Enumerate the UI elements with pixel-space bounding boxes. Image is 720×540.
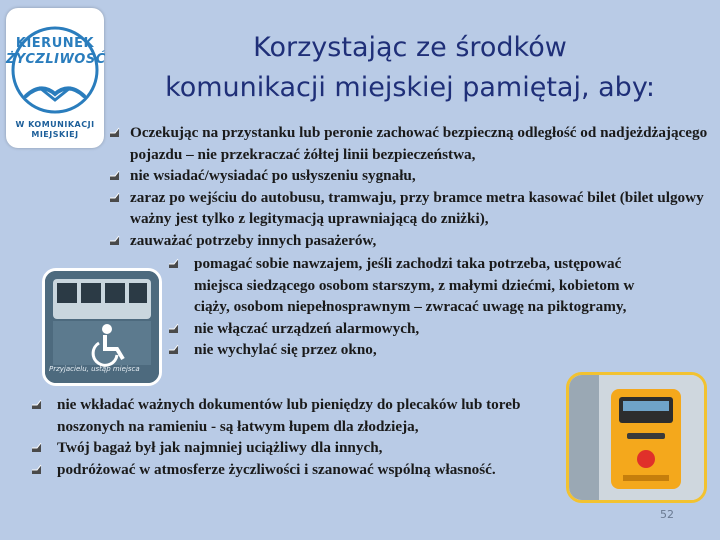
bullet-text: Twój bagaż był jak najmniej uciążliwy dla innych,: [57, 439, 383, 456]
main-bullet-list: [130, 122, 720, 251]
bullet-icon: [109, 235, 120, 246]
slide-title: [110, 28, 710, 108]
logo-line3: W KOMUNIKACJI: [15, 120, 95, 129]
bullet-text: pomagać sobie nawzajem, jeśli zachodzi taka potrzeba, ustępować miejsca siedzącego osobom starszym, z małymi dziećmi, kobietom w ciąży, osobom niepełnosprawnym – zwracać uwagę na piktogramy,: [194, 255, 635, 315]
logo-line2: ŻYCZLIWOŚĆ: [6, 52, 106, 67]
list-item: [194, 318, 654, 340]
list-item: [194, 253, 654, 318]
logo-line1: KIERUNEK: [15, 36, 95, 51]
bullet-icon: [109, 127, 120, 138]
bullet-icon: [168, 323, 179, 334]
bullet-text: nie włączać urządzeń alarmowych,: [194, 319, 420, 337]
list-item: [57, 437, 582, 459]
bullet-icon: [109, 192, 120, 203]
list-item: [130, 187, 720, 230]
validator-graphic: [569, 375, 704, 500]
list-item: [57, 459, 582, 481]
list-item: [130, 230, 720, 252]
list-item: [130, 122, 720, 165]
title-line1: Korzystając ze środków: [253, 32, 567, 63]
bullet-icon: [168, 344, 179, 355]
bullet-text: nie wkładać ważnych dokumentów lub pieniędzy do plecaków lub toreb noszonych na ramieniu - są łatwym łupem dla złodzieja,: [57, 396, 521, 435]
sign-caption: Przyjacielu, ustąp miejsca: [49, 365, 140, 373]
logo-line4: MIEJSKIEJ: [31, 130, 79, 139]
bullet-text: nie wychylać się przez okno,: [194, 341, 377, 358]
sub-bullet-list: [194, 253, 654, 361]
bullet-icon: [168, 258, 179, 269]
title-line2: komunikacji miejskiej pamiętaj, aby:: [165, 72, 655, 103]
kierunek-zyczliwosc-logo: [6, 8, 104, 148]
bullet-icon: [31, 442, 42, 453]
bullet-text: zaraz po wejściu do autobusu, tramwaju, przy bramce metra kasować bilet (bilet ulgowy ważny jest tylko z legitymacją uprawniającą do zniżki),: [130, 188, 704, 227]
bullet-icon: [109, 170, 120, 181]
list-item: [194, 339, 654, 361]
page-number: 52: [660, 508, 674, 521]
bottom-bullet-list: [57, 394, 582, 480]
bullet-icon: [31, 464, 42, 475]
list-item: [57, 394, 582, 437]
bullet-text: zauważać potrzeby innych pasażerów,: [130, 231, 377, 249]
list-item: [130, 165, 720, 187]
bullet-text: Oczekując na przystanku lub peronie zachować bezpieczną odległość od nadjeżdżającego pojazdu – nie przekraczać żółtej linii bezpieczeństwa,: [130, 124, 708, 163]
ticket-validator-photo: [566, 372, 707, 503]
bullet-text: nie wsiadać/wysiadać po usłyszeniu sygnału,: [130, 167, 416, 184]
pictogram-photo: [42, 268, 162, 386]
bullet-text: podróżować w atmosferze życzliwości i szanować wspólną własność.: [57, 460, 496, 478]
bullet-icon: [31, 399, 42, 410]
